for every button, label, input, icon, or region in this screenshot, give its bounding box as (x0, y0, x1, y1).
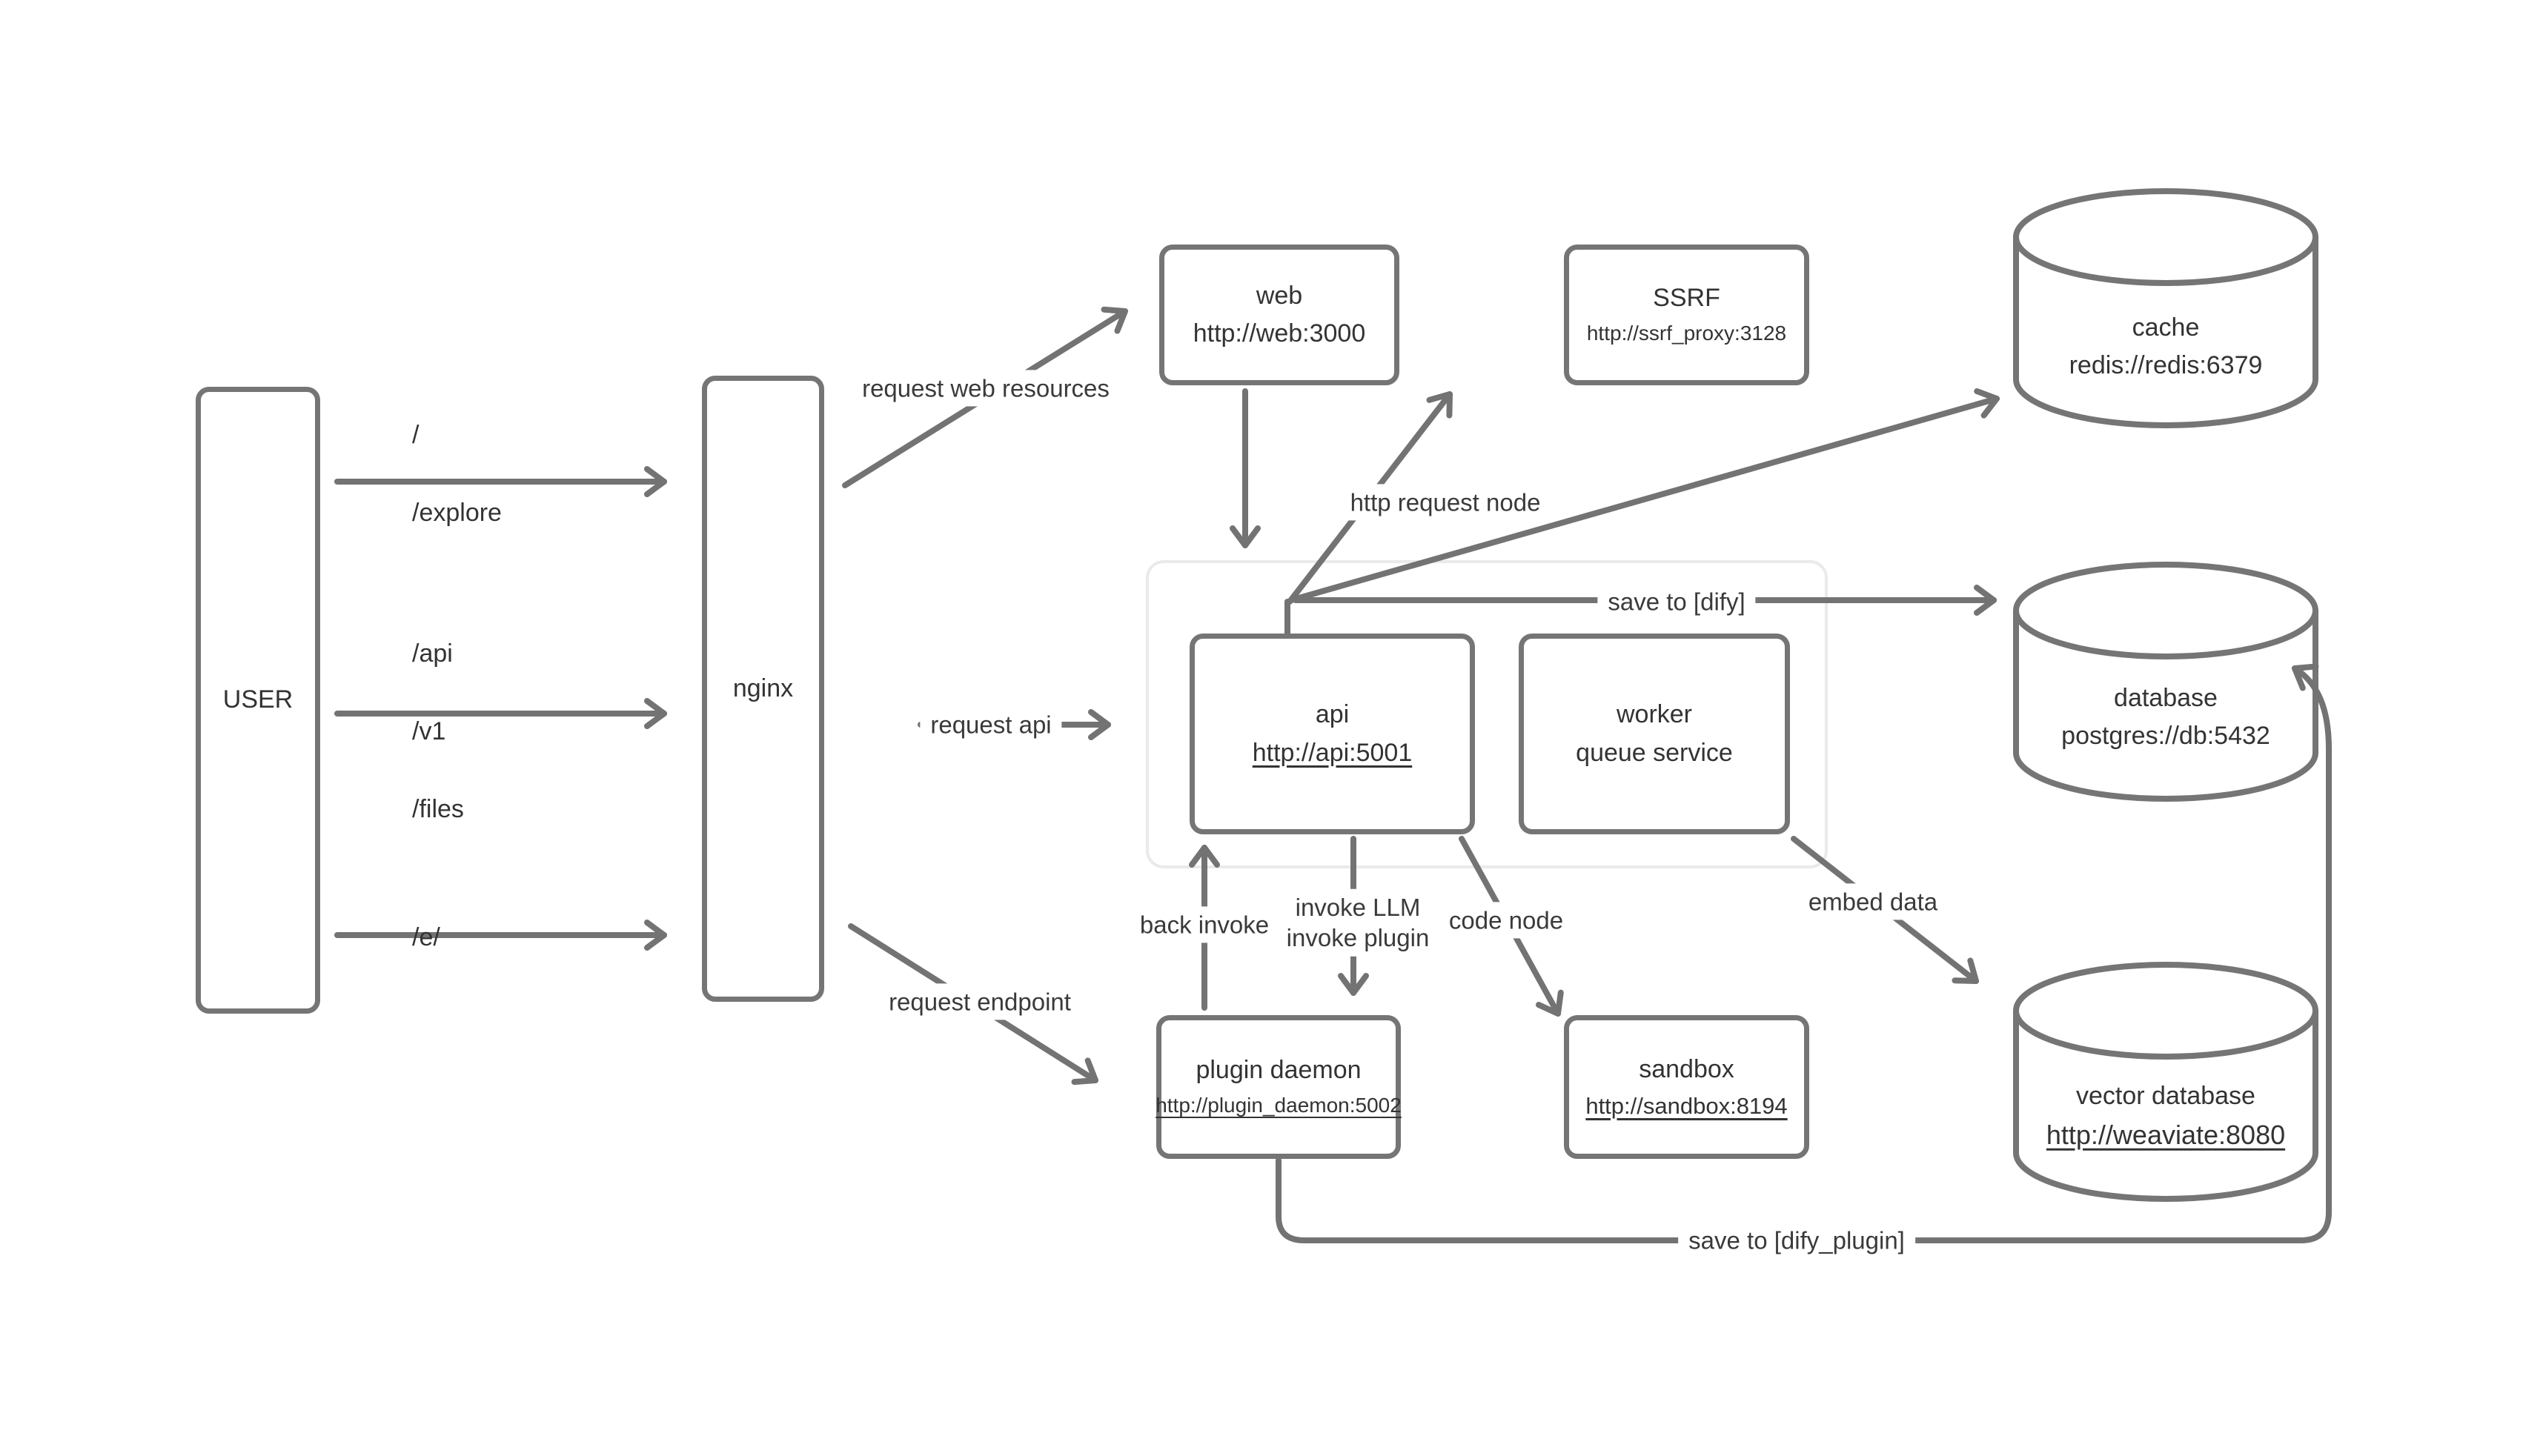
node-plugin-daemon-title: plugin daemon (1196, 1056, 1362, 1085)
node-web-title: web (1256, 281, 1303, 310)
node-worker-subtitle: queue service (1576, 738, 1733, 767)
node-ssrf-url: http://ssrf_proxy:3128 (1586, 322, 1787, 345)
node-plugin-daemon (1156, 1015, 1401, 1159)
route-files: /files (412, 795, 464, 824)
node-api-url: http://api:5001 (1252, 738, 1413, 767)
node-ssrf (1564, 245, 1809, 385)
node-web-url: http://web:3000 (1193, 319, 1366, 348)
route-explore: /explore (412, 499, 502, 528)
route-e: /e/ (412, 923, 440, 951)
node-user-label: USER (222, 685, 294, 714)
node-vector-database-url: http://weaviate:8080 (2046, 1119, 2286, 1150)
node-api (1190, 634, 1475, 834)
node-cache-label (2069, 313, 2263, 380)
route-label-api (412, 595, 464, 868)
node-nginx (702, 376, 824, 1002)
edge-label-save-to-dify-plugin: save to [dify_plugin] (1678, 1222, 1915, 1258)
node-web (1159, 245, 1399, 385)
edge-label-invoke-llm: invoke LLM (1295, 893, 1421, 921)
edge-label-invoke (1276, 889, 1440, 957)
node-database-title: database (2114, 683, 2218, 712)
route-v1: /v1 (412, 717, 446, 746)
node-sandbox-title: sandbox (1639, 1054, 1734, 1083)
node-cache-title: cache (2132, 313, 2200, 342)
node-database-label (2061, 684, 2270, 751)
node-sandbox (1564, 1015, 1809, 1159)
cache-cylinder-icon (2016, 191, 2315, 425)
edge-label-embed-data: embed data (1798, 883, 1948, 920)
node-vector-database-label (2046, 1082, 2285, 1150)
edge-label-request-endpoint: request endpoint (878, 983, 1081, 1020)
route-api: /api (412, 639, 453, 668)
node-nginx-label: nginx (732, 674, 794, 702)
edge-label-invoke-plugin: invoke plugin (1286, 924, 1430, 951)
edge-label-request-web-resources: request web resources (852, 370, 1120, 406)
node-user (196, 387, 320, 1014)
node-cache-url: redis://redis:6379 (2069, 351, 2263, 379)
route-root: / (412, 420, 420, 449)
node-worker (1519, 634, 1790, 834)
edge-label-code-node: code node (1439, 902, 1574, 938)
edge-label-save-to-dify: save to [dify] (1597, 583, 1755, 619)
node-api-title: api (1315, 700, 1350, 729)
node-vector-database-title: vector database (2076, 1081, 2255, 1110)
route-label-root (412, 376, 502, 571)
route-label-e (412, 879, 440, 996)
database-cylinder-icon (2016, 565, 2315, 799)
node-worker-title: worker (1616, 700, 1693, 729)
node-plugin-daemon-url: http://plugin_daemon:5002 (1156, 1094, 1402, 1117)
node-database-url: postgres://db:5432 (2061, 722, 2270, 750)
edge-label-http-request-node: http request node (1340, 484, 1551, 520)
edge-label-back-invoke: back invoke (1130, 906, 1279, 943)
node-sandbox-url: http://sandbox:8194 (1585, 1092, 1788, 1119)
edge-label-request-api: request api (920, 706, 1061, 742)
node-ssrf-title: SSRF (1653, 284, 1720, 313)
